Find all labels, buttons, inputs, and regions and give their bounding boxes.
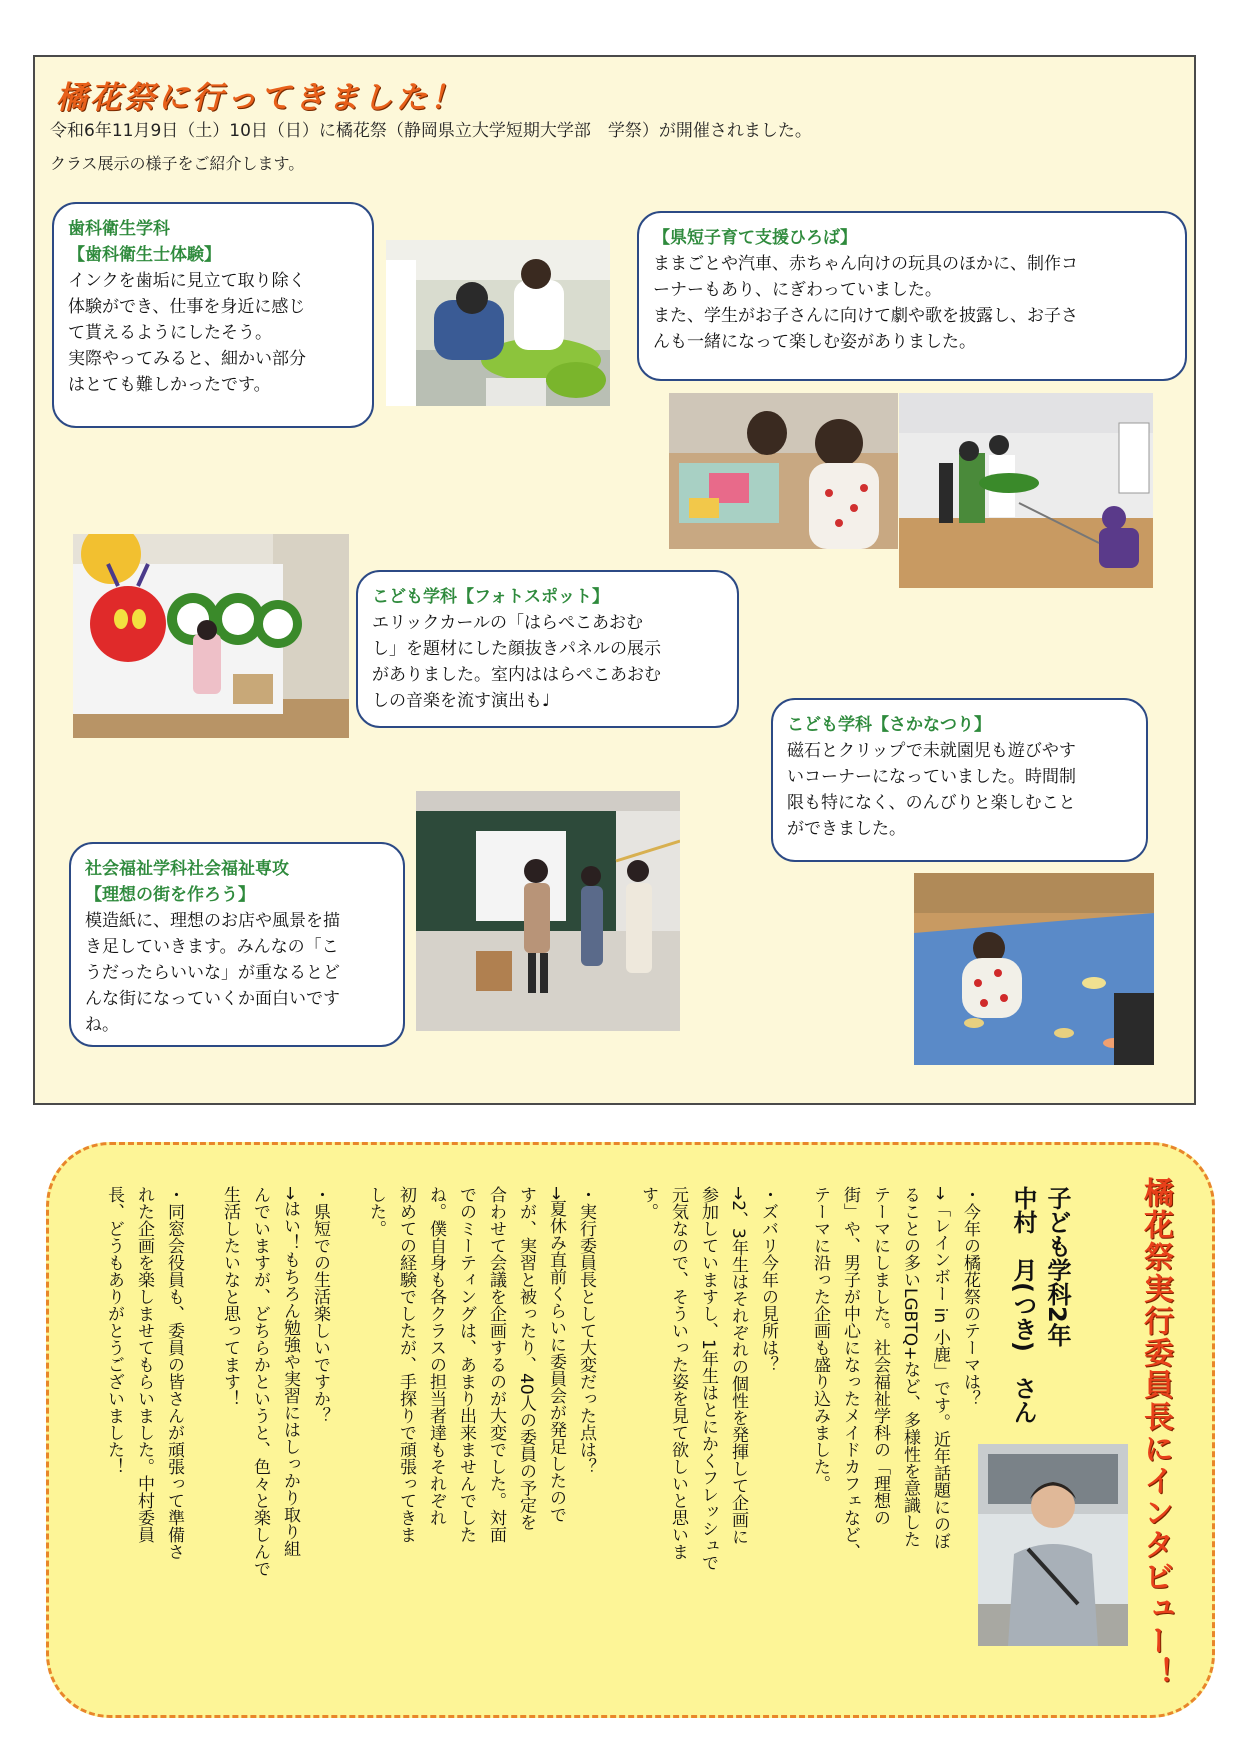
dental-exhibit-bubble [52, 202, 374, 428]
interview-line-25: れた企画を楽しませてもらいました。中村委員 [134, 1186, 154, 1543]
fishing-text-2: いコーナーになっていました。時間制 [787, 767, 1076, 787]
welfare-exhibit-bubble [69, 842, 405, 1047]
interview-line-13: →夏休み直前くらいに委員会が発足したので [546, 1186, 566, 1524]
interview-line-10: 元気なので、そういった姿を見て欲しいと思いま [668, 1186, 688, 1560]
fishing-exhibit-bubble [771, 698, 1148, 862]
interview-line-17: ね。僕自身も各クラスの担当者達もそれぞれ [426, 1186, 446, 1526]
fishing-text-4: ができました。 [787, 819, 906, 839]
childcare-text-1: ままごとや汽車、赤ちゃん向けの玩具のほかに、制作コ [653, 254, 1078, 274]
dental-title: 歯科衛生学科 [68, 219, 170, 239]
childcare-title: 【県短子育て支援ひろば】 [653, 228, 857, 248]
childcare-text-4: んも一緒になって楽しむ姿がありました。 [653, 332, 976, 352]
dental-text-4: 実際やってみると、細かい部分 [68, 349, 306, 369]
dental-text-2: 体験ができ、仕事を身近に感じ [68, 297, 306, 317]
photospot-text-3: がありました。室内ははらぺこあおむ [372, 665, 661, 685]
photospot-text-1: エリックカールの「はらぺこあおむ [372, 613, 643, 633]
welfare-text-2: き足していきます。みんなの「こ [85, 937, 339, 957]
interview-line-22: んでいますが、どちらかというと、色々と楽しんで [250, 1186, 270, 1577]
interview-line-26: 長、どうもありがとうございました！ [104, 1186, 124, 1475]
caterpillar-photo [73, 534, 349, 738]
childcare-text-3: また、学生がお子さんに向けて劇や歌を披露し、お子さ [653, 306, 1078, 326]
intro-line-1: 令和6年11月9日（土）10日（日）に橘花祭（静岡県立大学短期大学部 学祭）が開催されました。 [50, 121, 812, 141]
interview-line-8: →2、3年生はそれぞれの個性を発揮して企画に [728, 1186, 748, 1545]
interview-line-16: でのミーティングは、あまり出来ませんでした [456, 1186, 476, 1543]
dental-text-1: インクを歯垢に見立て取り除く [68, 271, 306, 291]
fishing-text-1: 磁石とクリップで未就園児も遊びやす [787, 741, 1076, 761]
dental-subtitle: 【歯科衛生士体験】 [68, 245, 221, 265]
interview-line-4: テーマにしました。社会福祉学科の「理想の [870, 1186, 890, 1526]
welfare-text-5: ね。 [85, 1015, 119, 1035]
intro-line-2: クラス展示の様子をご紹介します。 [50, 154, 305, 173]
dental-photo [386, 240, 610, 406]
interview-line-7: ・ズバリ今年の見所は？ [758, 1186, 778, 1373]
interviewee-dept: 子ども学科2年 [1043, 1186, 1071, 1347]
dental-text-5: はとても難しかったです。 [68, 375, 271, 395]
page-title: 橘花祭に行ってきました！ [56, 80, 464, 116]
interviewee-name: 中村 月(つき) さん [1009, 1186, 1037, 1424]
interview-line-11: す。 [638, 1186, 658, 1220]
interview-title: 橘花祭実行委員長にインタビュー！ [1138, 1177, 1173, 1689]
photospot-text-4: しの音楽を流す演出も♩ [372, 691, 551, 711]
interview-line-2: →「レインボー in 小鹿」です。近年話題にのぼ [930, 1186, 950, 1550]
welfare-subtitle: 【理想の街を作ろう】 [85, 885, 255, 905]
interview-line-3: ることの多いLGBTQ+など、多様性を意識した [900, 1186, 920, 1548]
interview-line-14: すが、実習と被ったり、40人の委員の予定を [516, 1186, 536, 1531]
welfare-text-1: 模造紙に、理想のお店や風景を描 [85, 911, 340, 931]
interview-line-15: 合わせて会議を企画するのが大変でした。対面 [486, 1186, 506, 1543]
interview-line-12: ・実行委員長として大変だった点は？ [576, 1186, 596, 1475]
fishing-title: こども学科【さかなつり】 [787, 715, 991, 735]
photospot-exhibit-bubble [356, 570, 739, 728]
childcare-photo-1 [669, 393, 898, 549]
welfare-text-3: うだったらいいな」が重なるとど [85, 963, 340, 983]
interview-line-18: 初めての経験でしたが、手探りで頑張ってきま [396, 1186, 416, 1543]
interview-line-23: 生活したいなと思ってます！ [220, 1186, 240, 1407]
welfare-text-4: んな街になっていくか面白いです [85, 989, 340, 1009]
childcare-photo-2 [899, 393, 1153, 588]
fishing-photo [914, 873, 1154, 1065]
interview-line-6: テーマに沿った企画も盛り込みました。 [810, 1186, 830, 1492]
photospot-title: こども学科【フォトスポット】 [372, 587, 609, 607]
dental-text-3: て貰えるようにしたそう。 [68, 323, 272, 343]
childcare-text-2: ーナーもあり、にぎわっていました。 [653, 280, 942, 300]
interview-line-21: →はい！もちろん勉強や実習にはしっかり取り組 [280, 1186, 300, 1558]
interview-line-20: ・県短での生活楽しいですか？ [310, 1186, 330, 1424]
fishing-text-3: 限も特になく、のんびりと楽しむこと [787, 793, 1076, 813]
interview-line-1: ・今年の橘花祭のテーマは？ [960, 1186, 980, 1407]
interview-line-5: 街」や、男子が中心になったメイドカフェなど、 [840, 1186, 860, 1560]
welfare-title: 社会福祉学科社会福祉専攻 [85, 859, 289, 879]
interview-line-9: 参加していますし、1年生はとにかくフレッシュで [698, 1186, 718, 1571]
photospot-text-2: し」を題材にした顔抜きパネルの展示 [372, 639, 661, 659]
interviewee-photo [978, 1444, 1128, 1646]
interview-line-19: した。 [366, 1186, 386, 1237]
childcare-exhibit-bubble [637, 211, 1187, 381]
interview-line-24: ・同窓会役員も、委員の皆さんが頑張って準備さ [164, 1186, 184, 1560]
chalkboard-photo [416, 791, 680, 1031]
